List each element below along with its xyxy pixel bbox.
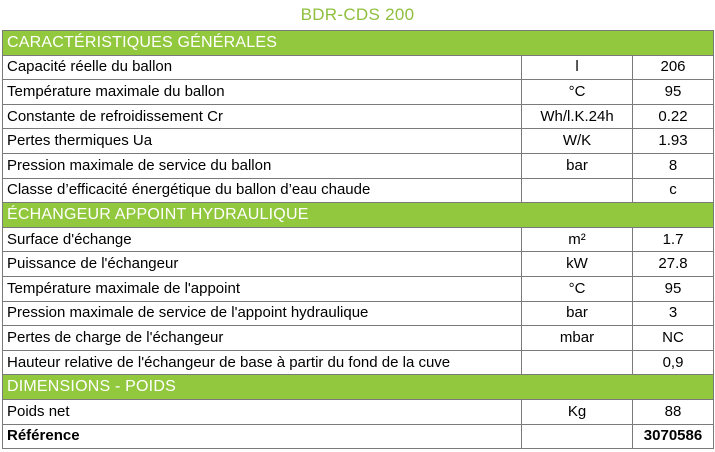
table-row [3, 301, 714, 326]
reference-value: 3070586 [633, 424, 714, 449]
row-label: Surface d'échange [3, 227, 522, 252]
table-row [3, 178, 714, 203]
row-value: 206 [633, 55, 714, 80]
row-label: Pertes de charge de l'échangeur [3, 326, 522, 351]
reference-unit [522, 424, 633, 449]
row-value: c [633, 178, 714, 203]
row-value: 3 [633, 301, 714, 326]
row-unit [522, 350, 633, 375]
reference-row [3, 424, 714, 449]
row-value: 0.22 [633, 104, 714, 129]
row-value: 95 [633, 80, 714, 105]
row-unit: °C [522, 80, 633, 105]
section-title: ÉCHANGEUR APPOINT HYDRAULIQUE [3, 203, 714, 228]
row-label: Puissance de l'échangeur [3, 252, 522, 277]
section-header [3, 31, 714, 56]
row-unit: kW [522, 252, 633, 277]
table-row [3, 252, 714, 277]
row-value: 88 [633, 399, 714, 424]
row-unit: °C [522, 276, 633, 301]
document-title: BDR-CDS 200 [300, 5, 415, 24]
row-value: 1.93 [633, 129, 714, 154]
row-unit [522, 178, 633, 203]
row-label: Pression maximale de service du ballon [3, 153, 522, 178]
table-row [3, 104, 714, 129]
row-label: Classe d’efficacité énergétique du ballon d’eau chaude [3, 178, 522, 203]
section-title: CARACTÉRISTIQUES GÉNÉRALES [3, 31, 714, 56]
row-label: Constante de refroidissement Cr [3, 104, 522, 129]
row-unit: bar [522, 153, 633, 178]
row-unit: bar [522, 301, 633, 326]
row-label: Poids net [3, 399, 522, 424]
row-value: NC [633, 326, 714, 351]
table-row [3, 153, 714, 178]
table-row [3, 399, 714, 424]
row-label: Capacité réelle du ballon [3, 55, 522, 80]
table-row [3, 326, 714, 351]
row-value: 8 [633, 153, 714, 178]
row-unit: mbar [522, 326, 633, 351]
section-title: DIMENSIONS - POIDS [3, 375, 714, 400]
table-row [3, 129, 714, 154]
table-row [3, 276, 714, 301]
row-label: Pression maximale de service de l'appoint hydraulique [3, 301, 522, 326]
spec-table [2, 30, 714, 449]
section-header [3, 203, 714, 228]
row-label: Température maximale du ballon [3, 80, 522, 105]
table-row [3, 55, 714, 80]
row-unit: Kg [522, 399, 633, 424]
row-unit: W/K [522, 129, 633, 154]
reference-label: Référence [3, 424, 522, 449]
row-value: 1.7 [633, 227, 714, 252]
section-header [3, 375, 714, 400]
row-value: 95 [633, 276, 714, 301]
table-row [3, 227, 714, 252]
table-row [3, 80, 714, 105]
row-unit: Wh/l.K.24h [522, 104, 633, 129]
row-unit: l [522, 55, 633, 80]
row-unit: m² [522, 227, 633, 252]
row-label: Hauteur relative de l'échangeur de base à partir du fond de la cuve [3, 350, 522, 375]
table-row [3, 350, 714, 375]
row-value: 27.8 [633, 252, 714, 277]
row-label: Pertes thermiques Ua [3, 129, 522, 154]
row-value: 0,9 [633, 350, 714, 375]
row-label: Température maximale de l'appoint [3, 276, 522, 301]
